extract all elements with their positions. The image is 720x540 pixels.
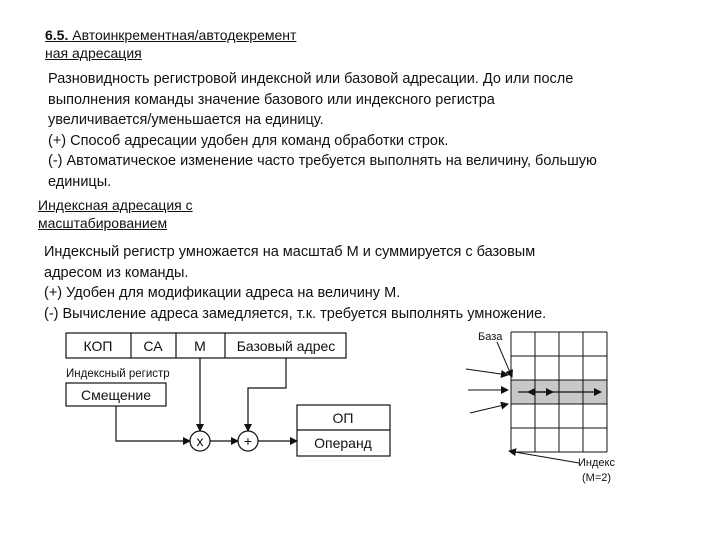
- paragraph-line: единицы.: [48, 173, 112, 190]
- section-title-1-line2: ная адресация: [45, 45, 142, 61]
- field-m: М: [194, 338, 206, 354]
- scale-label: (М=2): [582, 472, 612, 484]
- multiply-symbol: x: [196, 433, 204, 449]
- base-label: База: [478, 331, 503, 343]
- section-number: 6.5.: [45, 27, 69, 43]
- paragraph-line: Разновидность регистровой индексной или базовой адресации. До или после: [48, 71, 574, 87]
- index-label: Индекс: [578, 457, 615, 469]
- paragraph-line: (+) Удобен для модификации адреса на величину М.: [44, 285, 401, 301]
- index-register-label: Индексный регистр: [66, 368, 170, 380]
- field-sa: СА: [143, 338, 163, 354]
- field-base-address: Базовый адрес: [236, 338, 336, 354]
- section-title-2-line2: масштабированием: [38, 215, 168, 231]
- offset-label: Смещение: [80, 387, 152, 403]
- memory-grid: [466, 332, 607, 463]
- section-title-2-line1: Индексная адресация с: [38, 197, 193, 213]
- paragraph-line: выполнения команды значение базового или индексного регистра: [48, 91, 495, 108]
- op-label: ОП: [332, 410, 354, 426]
- paragraph-line: увеличивается/уменьшается на единицу.: [48, 112, 324, 128]
- paragraph-line: (+) Способ адресации удобен для команд обработки строк.: [48, 132, 449, 149]
- operand-label: Операнд: [314, 435, 372, 451]
- paragraph-line: адресом из команды.: [44, 264, 189, 281]
- field-kop: КОП: [83, 338, 113, 354]
- instruction-format: [66, 333, 346, 358]
- paragraph-line: (-) Автоматическое изменение часто требуется выполнять на величину, большую: [48, 153, 597, 169]
- paragraph-line: (-) Вычисление адреса замедляется, т.к. требуется выполнять умножение.: [44, 305, 547, 322]
- memory-block: [297, 405, 390, 456]
- paragraph-line: Индексный регистр умножается на масштаб М и суммируется с базовым: [44, 244, 536, 260]
- section-title-1-line1: Автоинкрементная/автодекремент: [68, 27, 297, 43]
- plus-symbol: +: [243, 433, 253, 449]
